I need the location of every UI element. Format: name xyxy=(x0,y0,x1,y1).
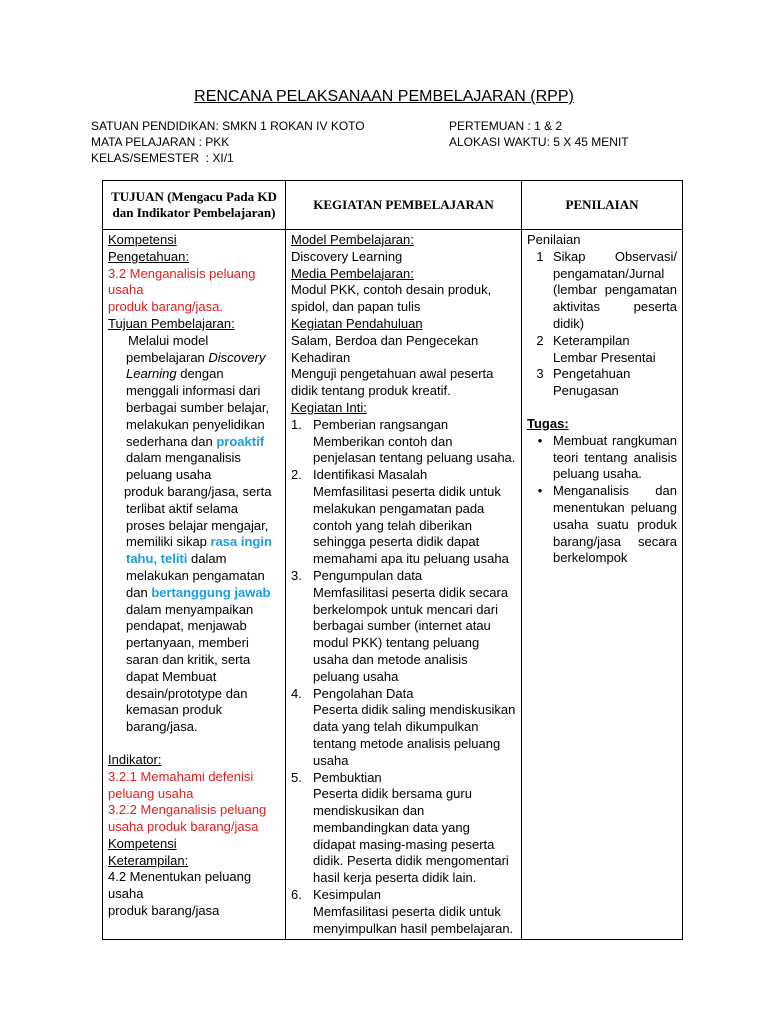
penilaian-number: 2 xyxy=(536,332,544,348)
model-value: Discovery Learning xyxy=(291,248,403,264)
tahu-teliti-highlight: tahu, teliti xyxy=(126,551,188,567)
kegiatan-inti-steps xyxy=(291,417,516,938)
penilaian-text: Keterampilan Lembar Presentai xyxy=(553,332,656,365)
header-tujuan: TUJUAN (Mengacu Pada KD dan Indikator Pembelajaran) xyxy=(103,181,286,230)
media-value: Modul PKK, contoh desain produk, spidol, dan papan tulis xyxy=(291,282,492,315)
step-title: Pengolahan Data xyxy=(313,685,414,701)
step-body: Peserta didik bersama guru mendiskusikan dan membandingkan data yang didapat masing-masing peserta didik. Peserta didik mengomentari hasil kerja peserta didik lain. xyxy=(313,786,509,886)
pendahuluan-2: Menguji pengetahuan awal peserta didik tentang produk kreatif. xyxy=(291,366,494,399)
step-item xyxy=(291,417,516,434)
meta-left xyxy=(91,118,365,166)
step-number: 5. xyxy=(291,769,302,785)
penilaian-item xyxy=(527,333,677,367)
bertanggung-jawab-highlight: bertanggung jawab xyxy=(151,584,271,600)
penilaian-number: 3 xyxy=(536,366,544,382)
document-title: RENCANA PELAKSANAAN PEMBELAJARAN (RPP) xyxy=(194,88,574,105)
indikator-3-2-2: 3.2.2 Menganalisis peluang usaha produk barang/jasa xyxy=(108,802,267,835)
tugas-text: Menganalisis dan menentukan peluang usaha suatu produk barang/jasa secara berkelompok xyxy=(553,483,677,566)
bullet-icon: • xyxy=(537,483,543,499)
model-label: Model Pembelajaran: xyxy=(291,232,414,247)
step-title: Pembuktian xyxy=(313,769,382,785)
indikator-label: Indikator: xyxy=(108,751,162,767)
indikator-3-2-1: 3.2.1 Memahami defenisi peluang usaha xyxy=(108,768,254,801)
kegiatan-cell xyxy=(286,230,522,940)
penilaian-cell xyxy=(522,230,683,940)
mata-pelajaran: MATA PELAJARAN : PKK xyxy=(91,135,230,149)
kd-3-2: 3.2 Menganalisis peluang usaha xyxy=(108,265,256,298)
header-penilaian: PENILAIAN xyxy=(522,181,683,230)
proaktif-highlight: proaktif xyxy=(216,433,265,449)
kd-4-2: 4.2 Menentukan peluang usaha xyxy=(108,869,252,902)
penilaian-label: Penilaian xyxy=(527,232,581,247)
tujuan-cell xyxy=(103,230,286,940)
meta-right xyxy=(449,118,629,150)
step-body: Peserta didik saling mendiskusikan data yang telah dikumpulkan tentang metode analisis peluang usaha xyxy=(313,702,516,768)
satuan-pendidikan: SATUAN PENDIDIKAN: SMKN 1 ROKAN IV KOTO xyxy=(91,119,365,133)
step-title: Identifikasi Masalah xyxy=(313,467,428,483)
kompetensi-pengetahuan-label-2: Pengetahuan: xyxy=(108,248,189,264)
alokasi-waktu: ALOKASI WAKTU: 5 X 45 MENIT xyxy=(449,135,629,149)
kompetensi-pengetahuan-label-1: Kompetensi xyxy=(108,232,177,247)
penilaian-list xyxy=(527,249,677,400)
tugas-text: Membuat rangkuman teori tentang analisis peluang usaha. xyxy=(553,432,677,482)
step-item xyxy=(291,467,516,484)
kompetensi-keterampilan-label-1: Kompetensi xyxy=(108,835,177,851)
step-number: 6. xyxy=(291,887,302,903)
kelas-semester: KELAS/SEMESTER : XI/1 xyxy=(91,151,234,165)
penilaian-number: 1 xyxy=(536,248,544,264)
step-body: Memfasilitasi peserta didik secara berkelompok untuk mencari dari berbagai sumber (internet atau modul PKK) tentang peluang usaha dan metode analisis peluang usaha xyxy=(313,584,509,684)
bullet-icon: • xyxy=(537,432,543,448)
pertemuan: PERTEMUAN : 1 & 2 xyxy=(449,119,563,133)
kompetensi-keterampilan-label-2: Keterampilan: xyxy=(108,852,189,868)
pendahuluan-1: Salam, Berdoa dan Pengecekan Kehadiran xyxy=(291,332,479,365)
pendahuluan-label: Kegiatan Pendahuluan xyxy=(291,315,423,331)
step-title: Pemberian rangsangan xyxy=(313,416,449,432)
tugas-item xyxy=(527,483,677,567)
step-body: Memberikan contoh dan penjelasan tentang peluang usaha. xyxy=(313,433,516,466)
penilaian-item xyxy=(527,249,677,333)
tugas-label: Tugas: xyxy=(527,415,569,431)
penilaian-item xyxy=(527,366,677,400)
media-label: Media Pembelajaran: xyxy=(291,265,414,281)
step-item xyxy=(291,686,516,703)
tujuan-label: Tujuan Pembelajaran: xyxy=(108,315,235,331)
step-number: 2. xyxy=(291,467,302,483)
step-item xyxy=(291,887,516,904)
kd-4-2-cont: produk barang/jasa xyxy=(108,903,220,919)
rasa-ingin-highlight: rasa ingin xyxy=(210,534,272,550)
kd-3-2-cont: produk barang/jasa. xyxy=(108,299,223,315)
tugas-list xyxy=(527,433,677,567)
header-kegiatan: KEGIATAN PEMBELAJARAN xyxy=(286,181,522,230)
penilaian-text: Sikap Observasi/ pengamatan/Jurnal (lembar pengamatan aktivitas peserta didik) xyxy=(553,248,677,331)
step-item xyxy=(291,568,516,585)
step-body: Memfasilitasi peserta didik untuk melakukan pengamatan pada contoh yang telah diberikan sehingga peserta didik dapat memahami apa itu peluang usaha xyxy=(313,483,509,567)
step-item xyxy=(291,770,516,787)
step-title: Pengumpulan data xyxy=(313,567,423,583)
tujuan-text: Melalui model pembelajaran Discovery Learning dengan menggali informasi dari berbagai sumber belajar, melakukan penyelidikan sederhana dan proaktif dalam menganalisis peluang usaha produk barang/jasa, serta terlibat aktif selama proses belajar mengajar, memiliki sikap rasa ingin tahu, teliti dalam melakukan pengamatan dan bertanggung jawab dalam menyampaikan pendapat, menjawab pertanyaan, memberi saran dan kritik, serta dapat Membuat desain/prototype dan kemasan produk barang/jasa. xyxy=(124,332,272,735)
rpp-table xyxy=(102,180,683,940)
step-number: 4. xyxy=(291,685,302,701)
penilaian-text: Pengetahuan Penugasan xyxy=(553,366,631,399)
step-number: 1. xyxy=(291,416,302,432)
step-number: 3. xyxy=(291,567,302,583)
tugas-item xyxy=(527,433,677,483)
inti-label: Kegiatan Inti: xyxy=(291,399,367,415)
step-title: Kesimpulan xyxy=(313,887,381,903)
step-body: Memfasilitasi peserta didik untuk menyimpulkan hasil pembelajaran. xyxy=(313,903,514,936)
